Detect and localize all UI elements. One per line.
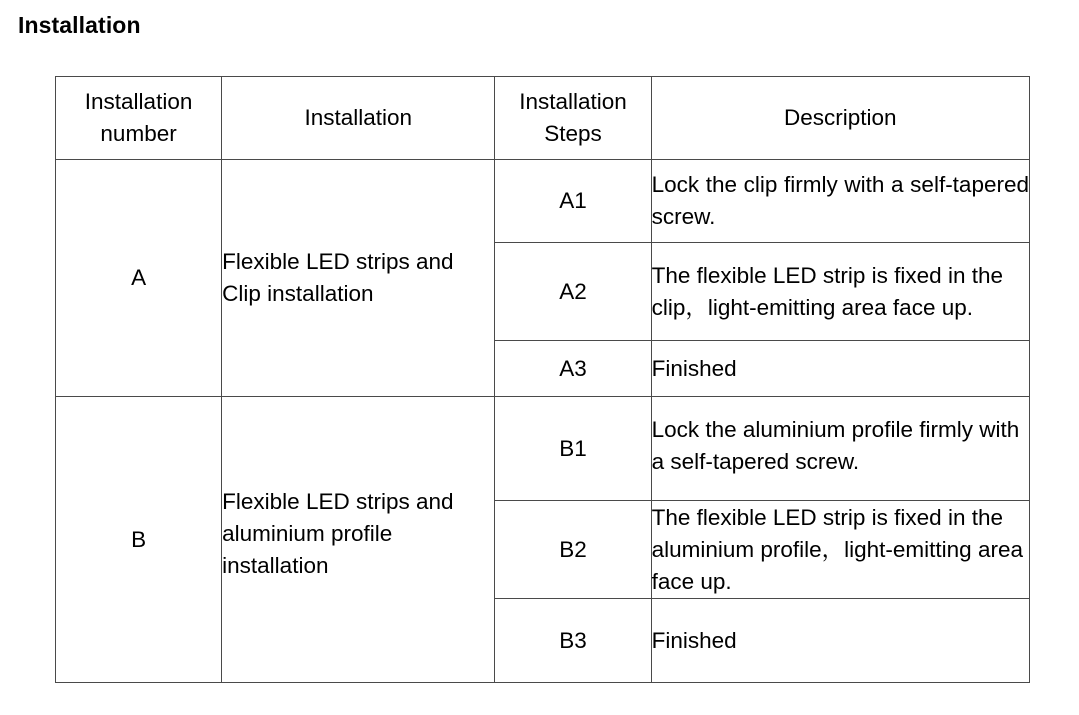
step-description-cell: Lock the clip firmly with a self-tapered screw. bbox=[651, 160, 1029, 243]
header-installation-number: Installation number bbox=[56, 77, 222, 160]
step-description-cell bbox=[651, 397, 1029, 501]
step-description-cell: The flexible LED strip is fixed in the clip，light-emitting area face up. bbox=[651, 243, 1029, 341]
installation-type-text: Flexible LED strips and aluminium profile installation bbox=[222, 488, 454, 578]
step-description-cell: Finished bbox=[651, 599, 1029, 683]
installation-number-cell: A bbox=[56, 160, 222, 397]
step-cell: A3 bbox=[495, 341, 651, 397]
installation-type-cell bbox=[222, 397, 495, 683]
installation-table bbox=[55, 76, 1030, 683]
table-row bbox=[56, 160, 1030, 243]
step-description-text: Lock the aluminium profile firmly with a self-tapered screw. bbox=[651, 416, 1020, 474]
header-installation: Installation bbox=[222, 77, 495, 160]
table-header-row bbox=[56, 77, 1030, 160]
installation-type-cell: Flexible LED strips and Clip installation bbox=[222, 160, 495, 397]
step-description-cell: Finished bbox=[651, 341, 1029, 397]
header-installation-steps: Installation Steps bbox=[495, 77, 651, 160]
header-description: Description bbox=[651, 77, 1029, 160]
table-row bbox=[56, 397, 1030, 501]
step-cell: B2 bbox=[495, 501, 651, 599]
page-title: Installation bbox=[18, 12, 141, 38]
step-cell: B3 bbox=[495, 599, 651, 683]
installation-number-cell: B bbox=[56, 397, 222, 683]
step-cell: A2 bbox=[495, 243, 651, 341]
step-cell: B1 bbox=[495, 397, 651, 501]
step-description-cell: The flexible LED strip is fixed in the aluminium profile，light-emitting area face up. bbox=[651, 501, 1029, 599]
step-cell: A1 bbox=[495, 160, 651, 243]
